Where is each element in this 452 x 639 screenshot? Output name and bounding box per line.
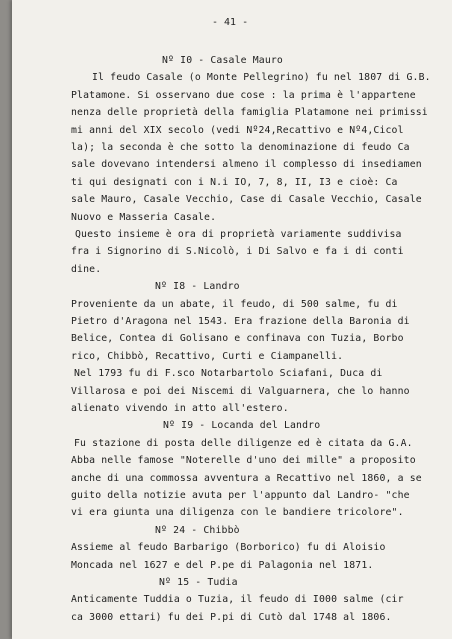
document-page (12, 0, 452, 639)
text-line: Pietro d'Aragona nel 1543. Era frazione della Baronia di (71, 316, 410, 327)
text-line: sale Mauro, Casale Vecchio, Case di Casale Vecchio, Casale (71, 194, 422, 206)
page-number: - 41 - (212, 17, 249, 28)
section-heading-tudia: Nº 15 - Tudia (159, 577, 238, 588)
text-line: Assieme al feudo Barbarigo (Borborico) fu di Aloisio (71, 542, 386, 554)
text-line: vi era giunta una diligenza con le bandiere tricolore". (71, 507, 404, 519)
text-line: Moncada nel 1627 e del P.pe di Palagonia nel 1871. (71, 559, 374, 571)
text-line: Nel 1793 fu di F.sco Notarbartolo Sciafani, Duca di (74, 368, 383, 380)
text-line: Questo insieme è ora di proprietà variamente suddivisa (75, 229, 402, 240)
section-heading-locanda-del-landro: Nº I9 - Locanda del Landro (163, 420, 321, 432)
text-line: sale dovevano intendersi almeno il complesso di insediamen (71, 159, 422, 171)
text-line: mi anni del XIX secolo (vedi Nº24,Recattivo e Nº4,Cicol (71, 124, 404, 136)
text-line: nenza delle proprietà della famiglia Platamone nei primissi (71, 107, 428, 119)
text-line: Il feudo Casale (o Monte Pellegrino) fu nel 1807 di G.B. (92, 72, 431, 84)
text-line: fra i Signorino di S.Nicolò, i Di Salvo e fa i di conti (71, 246, 404, 258)
text-line: Proveniente da un abate, il feudo, di 500 salme, fu di (71, 298, 398, 310)
text-line: anche di una commossa avventura a Recattivo nel 1860, a se (71, 472, 422, 484)
text-line: rico, Chibbò, Recattivo, Curti e Ciampanelli. (71, 350, 344, 362)
section-heading-landro: Nº I8 - Landro (155, 281, 240, 293)
text-line: alienato vivendo in atto all'estero. (71, 403, 289, 414)
text-line: Anticamente Tuddia o Tuzia, il feudo di I000 salme (cir (71, 594, 404, 606)
text-line: Platamone. Si osservano due cose : la prima è l'appartene (71, 89, 416, 101)
text-line: dine. (71, 263, 102, 275)
section-heading-casale-mauro: Nº I0 - Casale Mauro (162, 55, 283, 66)
text-line: Abba nelle famose "Noterelle d'uno dei mille" a proposito (71, 455, 416, 467)
text-line: Belice, Contea di Golisano e confinava con Tuzia, Borbo (71, 333, 404, 345)
text-line: Fu stazione di posta delle diligenze ed è citata da G.A. (74, 437, 413, 449)
text-line: Nuovo e Masseria Casale. (71, 211, 217, 223)
text-line: guito della notizie avuta per l'appunto dal Landro- "che (71, 490, 410, 501)
text-line: la); la seconda è che sotto la denominazione di feudo Ca (71, 142, 410, 153)
text-line: ca 3000 ettari) fu dei P.pi di Cutò dal 1748 al 1806. (71, 611, 392, 623)
text-line: ti qui designati con i N.i IO, 7, 8, II, I3 e cioè: Ca (71, 176, 398, 188)
section-heading-chibbo: Nº 24 - Chibbò (155, 524, 240, 536)
text-line: Villarosa e poi dei Niscemi di Valguarnera, che lo hanno (71, 385, 410, 397)
